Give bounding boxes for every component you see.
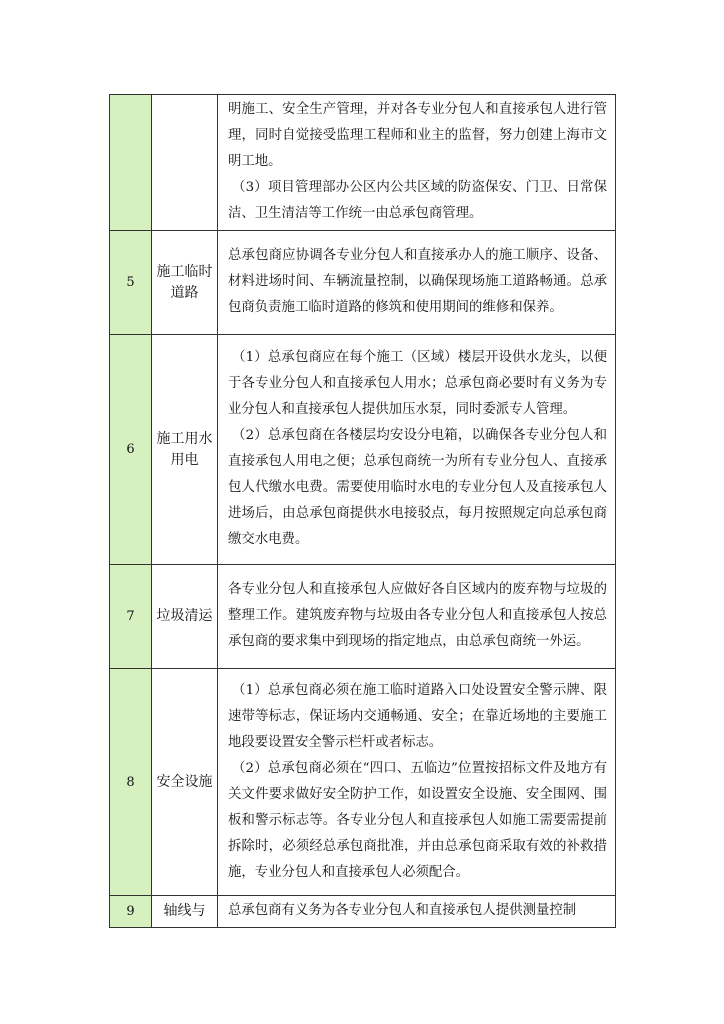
table-row: [110, 565, 616, 669]
row-number: 6: [110, 335, 152, 565]
row-number: [110, 95, 152, 231]
row-number: 7: [110, 565, 152, 669]
content-paragraph: （1）总承包商必须在施工临时道路入口处设置安全警示牌、限速带等标志，保证场内交通畅通、安全；在靠近场地的主要施工地段要设置安全警示栏杆或者标志。: [228, 682, 607, 750]
content-paragraph: （2）总承包商在各楼层均安设分电箱，以确保各专业分包人和直接承包人用电之便；总承包商统一为所有专业分包人、直接承包人代缴水电费。需要使用临时水电的专业分包人及直接承包人进场后，由总承包商提供水电接驳点，每月按照规定向总承包商缴交水电费。: [228, 428, 607, 547]
row-content: [218, 896, 616, 928]
table-row: [110, 335, 616, 565]
row-content: [218, 565, 616, 669]
row-item-name: 施工临时道路: [152, 231, 218, 335]
table-row: [110, 231, 616, 335]
content-paragraph: 各专业分包人和直接承包人应做好各自区域内的废弃物与垃圾的整理工作。建筑废弃物与垃圾由各专业分包人和直接承包人按总承包商的要求集中到现场的指定地点，由总承包商统一外运。: [228, 582, 607, 649]
content-paragraph: 明施工、安全生产管理，并对各专业分包人和直接承包人进行管理，同时自觉接受监理工程师和业主的监督，努力创建上海市文明工地。: [228, 102, 607, 169]
row-content: [218, 669, 616, 896]
content-paragraph: （2）总承包商必须在“四口、五临边”位置按招标文件及地方有关文件要求做好安全防护工作，如设置安全设施、安全围网、围板和警示标志等。各专业分包人和直接承包人如施工需要需提前拆除时，必须经总承包商批准，并由总承包商采取有效的补救措施，专业分包人和直接承包人必须配合。: [228, 760, 607, 880]
content-paragraph: 总承包商有义务为各专业分包人和直接承包人提供测量控制: [228, 903, 577, 918]
contract-table: [109, 94, 616, 928]
row-item-name: 安全设施: [152, 669, 218, 896]
row-content: [218, 335, 616, 565]
row-number: 5: [110, 231, 152, 335]
row-number: 8: [110, 669, 152, 896]
row-item-name: 施工用水用电: [152, 335, 218, 565]
row-item-name: 垃圾清运: [152, 565, 218, 669]
row-item-name: 轴线与: [152, 896, 218, 928]
table-row: [110, 896, 616, 928]
row-number: 9: [110, 896, 152, 928]
table-row: [110, 669, 616, 896]
table-row: [110, 95, 616, 231]
content-paragraph: （3）项目管理部办公区内公共区域的防盗保安、门卫、日常保洁、卫生清洁等工作统一由总承包商管理。: [228, 180, 607, 221]
row-content: [218, 231, 616, 335]
content-paragraph: （1）总承包商应在每个施工（区域）楼层开设供水龙头，以便于各专业分包人和直接承包人用水；总承包商必要时有义务为专业分包人和直接承包人提供加压水泵，同时委派专人管理。: [228, 350, 607, 417]
row-content: [218, 95, 616, 231]
content-paragraph: 总承包商应协调各专业分包人和直接承办人的施工顺序、设备、材料进场时间、车辆流量控制，以确保现场施工道路畅通。总承包商负责施工临时道路的修筑和使用期间的维修和保养。: [228, 248, 607, 315]
row-item-name: [152, 95, 218, 231]
